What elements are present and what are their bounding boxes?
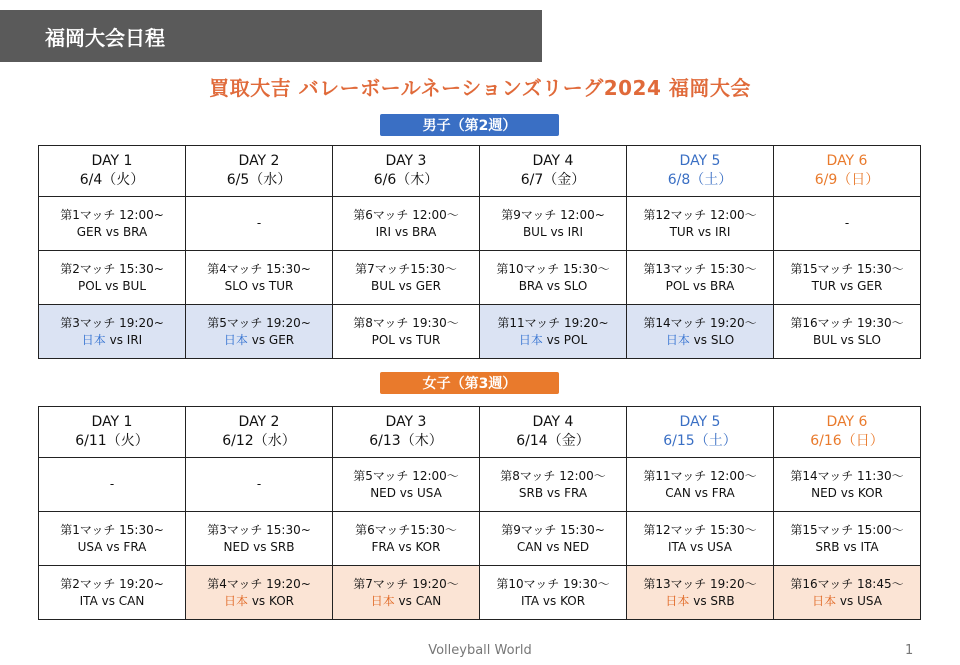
table-row [39, 512, 921, 566]
match-cell: 第8マッチ 19:30～ POL vs TUR [333, 305, 480, 359]
women-section-label: 女子（第3週） [380, 372, 559, 394]
day-header-cell-sunday: DAY 6 6/16（日） [774, 407, 921, 458]
day-header-cell: DAY 1 6/4（火） [39, 146, 186, 197]
match-cell-empty: - [186, 197, 333, 251]
match-cell: 第1マッチ 12:00~ GER vs BRA [39, 197, 186, 251]
page-header-title: 福岡大会日程 [45, 25, 165, 50]
main-title: 買取大吉 バレーボールネーションズリーグ2024 福岡大会 [209, 76, 751, 100]
match-cell: 第4マッチ 15:30~ SLO vs TUR [186, 251, 333, 305]
match-cell: 第9マッチ 15:30~ CAN vs NED [480, 512, 627, 566]
day-header-cell: DAY 2 6/12（水） [186, 407, 333, 458]
match-cell: 第1マッチ 15:30~ USA vs FRA [39, 512, 186, 566]
match-cell: 第15マッチ 15:30～ TUR vs GER [774, 251, 921, 305]
match-cell: 第16マッチ 19:30～ BUL vs SLO [774, 305, 921, 359]
women-schedule-table [38, 406, 921, 620]
match-cell: 第3マッチ 15:30~ NED vs SRB [186, 512, 333, 566]
footer-source: Volleyball World [428, 643, 532, 658]
japan-match-cell: 第13マッチ 19:20～ 日本 vs SRB [627, 566, 774, 620]
table-row [39, 197, 921, 251]
table-row [39, 566, 921, 620]
match-cell: 第10マッチ 19:30～ ITA vs KOR [480, 566, 627, 620]
day-header-cell: DAY 3 6/6（木） [333, 146, 480, 197]
table-header-row [39, 407, 921, 458]
men-section-label: 男子（第2週） [380, 114, 559, 136]
japan-match-cell: 第3マッチ 19:20~ 日本 vs IRI [39, 305, 186, 359]
men-schedule-table [38, 145, 921, 359]
day-header-cell-saturday: DAY 5 6/8（土） [627, 146, 774, 197]
match-cell: 第2マッチ 19:20~ ITA vs CAN [39, 566, 186, 620]
match-cell: 第8マッチ 12:00～ SRB vs FRA [480, 458, 627, 512]
match-cell: 第6マッチ15:30～ FRA vs KOR [333, 512, 480, 566]
table-row [39, 305, 921, 359]
day-header-cell: DAY 4 6/7（金） [480, 146, 627, 197]
day-header-cell: DAY 1 6/11（火） [39, 407, 186, 458]
table-header-row [39, 146, 921, 197]
match-cell: 第10マッチ 15:30～ BRA vs SLO [480, 251, 627, 305]
match-cell-empty: - [39, 458, 186, 512]
match-cell: 第7マッチ15:30～ BUL vs GER [333, 251, 480, 305]
match-cell: 第15マッチ 15:00～ SRB vs ITA [774, 512, 921, 566]
table-row [39, 251, 921, 305]
match-cell: 第14マッチ 11:30～ NED vs KOR [774, 458, 921, 512]
match-cell-empty: - [186, 458, 333, 512]
day-header-cell-sunday: DAY 6 6/9（日） [774, 146, 921, 197]
match-cell: 第5マッチ 12:00～ NED vs USA [333, 458, 480, 512]
japan-match-cell: 第14マッチ 19:20～ 日本 vs SLO [627, 305, 774, 359]
match-cell: 第6マッチ 12:00～ IRI vs BRA [333, 197, 480, 251]
match-cell: 第13マッチ 15:30～ POL vs BRA [627, 251, 774, 305]
japan-match-cell: 第7マッチ 19:20～ 日本 vs CAN [333, 566, 480, 620]
match-cell: 第12マッチ 12:00～ TUR vs IRI [627, 197, 774, 251]
match-cell: 第12マッチ 15:30～ ITA vs USA [627, 512, 774, 566]
day-header-cell-saturday: DAY 5 6/15（土） [627, 407, 774, 458]
day-header-cell: DAY 4 6/14（金） [480, 407, 627, 458]
match-cell-empty: - [774, 197, 921, 251]
japan-match-cell: 第11マッチ 19:20~ 日本 vs POL [480, 305, 627, 359]
match-cell: 第11マッチ 12:00～ CAN vs FRA [627, 458, 774, 512]
japan-match-cell: 第4マッチ 19:20~ 日本 vs KOR [186, 566, 333, 620]
japan-match-cell: 第16マッチ 18:45～ 日本 vs USA [774, 566, 921, 620]
table-row [39, 458, 921, 512]
japan-match-cell: 第5マッチ 19:20~ 日本 vs GER [186, 305, 333, 359]
day-header-cell: DAY 2 6/5（水） [186, 146, 333, 197]
page-number: 1 [905, 643, 914, 658]
match-cell: 第9マッチ 12:00~ BUL vs IRI [480, 197, 627, 251]
day-header-cell: DAY 3 6/13（木） [333, 407, 480, 458]
match-cell: 第2マッチ 15:30~ POL vs BUL [39, 251, 186, 305]
page-header [0, 10, 542, 62]
